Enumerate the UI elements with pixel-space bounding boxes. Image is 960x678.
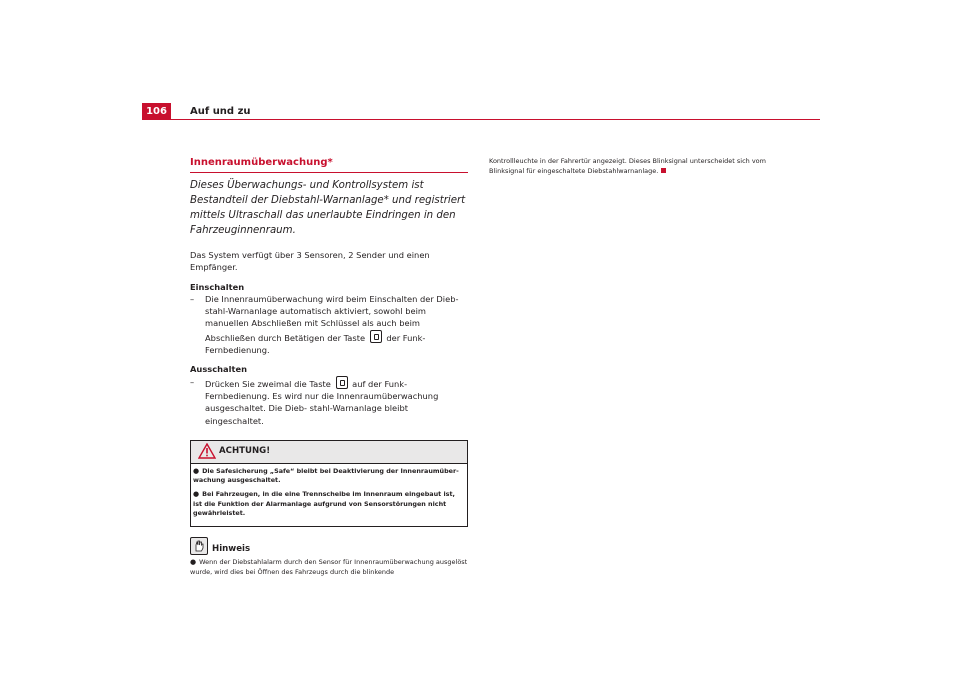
item-text: Drücken Sie zweimal die Taste xyxy=(205,378,331,389)
note-header xyxy=(190,537,468,557)
warning-body xyxy=(191,464,467,526)
dash-marker: – xyxy=(190,293,195,304)
bullet: ● xyxy=(193,466,200,475)
section-title: Innenraumüberwachung* xyxy=(190,156,468,173)
item-text-cont: der Funk-Fernbedienung. xyxy=(205,332,426,356)
note-text-left: Wenn der Diebstahlalarm durch den Sensor für Innenraumüberwachung ausgelöst wurde, wird dies bei Öffnen des Fahrzeugs durch die blinkende xyxy=(190,557,468,576)
warning-header xyxy=(191,441,467,464)
left-column xyxy=(190,156,468,577)
note-text xyxy=(190,557,468,577)
section-intro: Dieses Überwachungs- und Kontrollsystem ist Bestandteil der Diebstahl-Warnanlage* und registriert mittels Ultraschall das unerlaubte Eindringen in den Fahrzeuginnenraum. xyxy=(190,180,466,236)
bullet: ● xyxy=(190,557,197,566)
list-item xyxy=(190,376,468,427)
item-text-cont: auf der Funk-Fernbedienung. Es wird nur die Innenraumüberwachung ausgeschaltet. Die Dieb- stahl-Warnanlage bleibt eingeschaltet. xyxy=(205,378,439,426)
section-paragraph: Das System verfügt über 3 Sensoren, 2 Sender und einen Empfänger. xyxy=(190,250,430,273)
list-item xyxy=(190,293,468,356)
warning-triangle-icon xyxy=(198,443,216,459)
warning-item-text: Bei Fahrzeugen, in die eine Trennscheibe im Innenraum eingebaut ist, ist die Funktion der Alarmanlage aufgrund von Sensorstörungen nicht gewährleistet. xyxy=(193,490,455,518)
warning-item xyxy=(193,490,465,519)
bullet: ● xyxy=(193,490,200,499)
lock-key-icon xyxy=(370,330,382,343)
note-text-right: Kontrollleuchte in der Fahrertür angezeigt. Dieses Blinksignal unterscheidet sich vom Blinksignal für eingeschaltete Diebstahlwarnanlage. xyxy=(489,157,766,175)
page-number: 106 xyxy=(146,106,167,117)
note-title: Hinweis xyxy=(212,543,251,554)
warning-title: ACHTUNG! xyxy=(219,445,271,456)
header-title: Auf und zu xyxy=(190,106,251,117)
dash-marker: – xyxy=(190,376,195,387)
note-hand-icon xyxy=(190,537,208,555)
note-text-continued xyxy=(489,156,779,176)
subheading-ausschalten: Ausschalten xyxy=(190,364,247,375)
right-column xyxy=(489,156,779,176)
lock-key-icon xyxy=(336,376,348,389)
end-mark xyxy=(661,168,666,173)
subheading-einschalten: Einschalten xyxy=(190,281,245,292)
header-rule xyxy=(142,119,820,120)
item-text: Die Innenraumüberwachung wird beim Einschalten der Dieb- stahl-Warnanlage automatisch aktiviert, sowohl beim manuellen Abschließen mit Schlüssel als auch beim Abschließen durch Betätigen der Taste xyxy=(205,293,459,343)
warning-item-text: Die Safesicherung „Safe“ bleibt bei Deaktivierung der Innenraumüber- wachung ausgeschaltet. xyxy=(193,466,459,485)
warning-box xyxy=(190,440,468,527)
warning-item xyxy=(193,467,465,486)
